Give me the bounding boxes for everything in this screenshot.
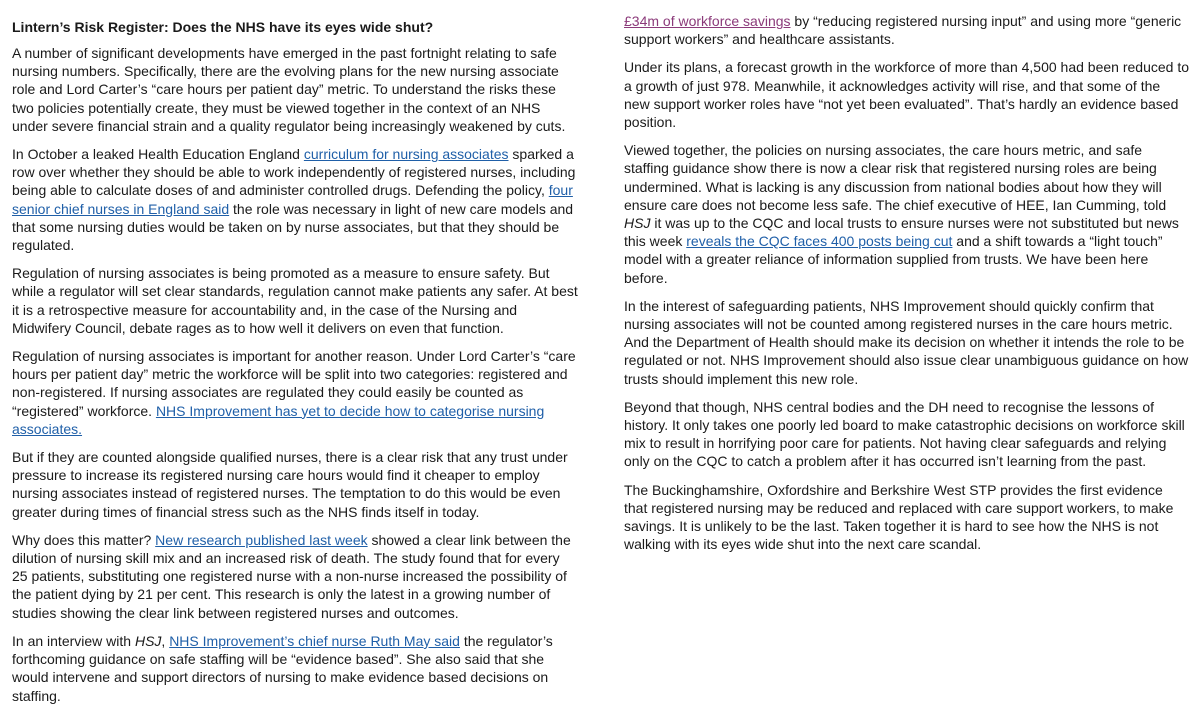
paragraph [624,141,1189,287]
right-column [624,12,1189,563]
new-research-link[interactable]: New research published last week [155,531,368,548]
paragraph [12,531,579,622]
ruth-may-link[interactable]: NHS Improvement’s chief nurse Ruth May said [169,632,460,649]
article-title: Lintern’s Risk Register: Does the NHS have its eyes wide shut? [12,19,434,35]
paragraph [12,632,579,705]
paragraph [12,145,579,254]
paragraph-text: Viewed together, the policies on nursing associates, the care hours metric, and safe staffing guidance show there is now a clear risk that registered nursing roles are being undermined. What is lacking is any discussion from national bodies about how they will ensure care does not become less safe. The chief executive of HEE, Ian Cumming, told [624,142,1167,213]
paragraph-text: showed a clear link between the dilution of nursing skill mix and an increased risk of death. The study found that for every 25 patients, substituting one registered nurse with a non-nurse increased the possibility of the patient dying by 21 per cent. This research is only the latest in a growing number of studies showing the clear link between registered nurses and outcomes. [12,531,571,621]
paragraph-text: the role was necessary in light of new care models and that some nursing duties would be taken on by nurse associates, but that they should be regulated. [12,200,574,254]
paragraph [624,12,1189,48]
publication-name: HSJ [134,632,162,649]
paragraph-text: and a shift towards a “light touch” model with a greater reliance of information supplied from trusts. We have been here before. [624,233,1163,286]
paragraph: In the interest of safeguarding patients, NHS Improvement should quickly confirm that nursing associates will not be counted among registered nurses in the care hours metric. And the Department of Health should make its decision on whether it intends the role to be regulated or not. NHS Improvement should also issue clear unambiguous guidance on how trusts should implement this new role. [624,297,1189,387]
workforce-savings-link[interactable]: £34m of workforce savings [624,13,791,29]
paragraph-text: the regulator’s forthcoming guidance on safe staffing will be “evidence based”. She also said that she would intervene and support directors of nursing to make evidence based decisions on staffing. [12,632,553,704]
paragraph-text: In an interview with [12,632,135,649]
paragraph-text: Why does this matter? [12,531,156,548]
paragraph-text: , [161,632,170,649]
cqc-posts-cut-link[interactable]: reveals the CQC faces 400 posts being cut [686,233,953,250]
paragraph-text: it was up to the CQC and local trusts to ensure nurses were not substituted but news this week [624,215,1179,250]
nhs-improvement-categorise-link[interactable]: NHS Improvement has yet to decide how to categorise nursing associates. [12,402,545,437]
paragraph: Under its plans, a forecast growth in the workforce of more than 4,500 had been reduced to a growth of just 978. Meanwhile, it acknowledges activity will rise, and that some of the new support worker roles have “not yet been evaluated”. That’s hardly an evidence based position. [624,59,1189,131]
left-column [12,18,579,715]
paragraph: Beyond that though, NHS central bodies and the DH need to recognise the lessons of history. It only takes one poorly led board to make catastrophic decisions on workforce skill mix to result in horrifying poor care for patients. Not having clear safeguards and relying only on the CQC to catch a problem after it has occurred isn’t learning from the past. [624,398,1185,470]
paragraph: Regulation of nursing associates is being promoted as a measure to ensure safety. But while a regulator will set clear standards, regulation cannot make patients any safer. At best it is a retrospective measure for accountability and, in the case of the Nursing and Midwifery Council, debate rages as to how well it delivers on even that function. [12,265,578,336]
paragraph: But if they are counted alongside qualified nurses, there is a clear risk that any trust under pressure to increase its registered nursing care hours would find it cheaper to employ nursing associates instead of registered nurses. The temptation to do this would be even greater during times of financial stress such as the NHS finds itself in today. [12,449,568,520]
paragraph-text: sparked a row over whether they should be able to work independently of registered nurses, including being able to calculate doses of and administer controlled drugs. Defending the policy, [12,146,576,199]
chief-nurses-link[interactable]: four senior chief nurses in England said [12,182,573,217]
paragraph [12,347,579,438]
paragraph: The Buckinghamshire, Oxfordshire and Berkshire West STP provides the first evidence that registered nursing may be reduced and replaced with care support workers, to make savings. It is unlikely to be the last. Taken together it is hard to see how the NHS is not walking with its eyes wide shut into the next care scandal. [624,481,1174,553]
paragraph-text: In October a leaked Health Education England [12,146,304,163]
publication-name: HSJ [624,215,651,232]
paragraph-text: Regulation of nursing associates is important for another reason. Under Lord Carter’s “care hours per patient day” metric the workforce will be split into two categories: registered and non-registered. If nursing associates are regulated they could easily be counted as “registered” workforce. [12,348,576,419]
paragraph: A number of significant developments have emerged in the past fortnight relating to safe nursing numbers. Specifically, there are the evolving plans for the new nursing associate role and Lord Carter’s “care hours per patient day” metric. To understand the risks these two policies potentially create, they must be viewed together in the context of an NHS under severe financial strain and a quality regulator being increasingly weakened by cuts. [12,45,566,134]
curriculum-link[interactable]: curriculum for nursing associates [303,146,509,163]
paragraph-text: by “reducing registered nursing input” and using more “generic support workers” and healthcare assistants. [624,13,1182,48]
